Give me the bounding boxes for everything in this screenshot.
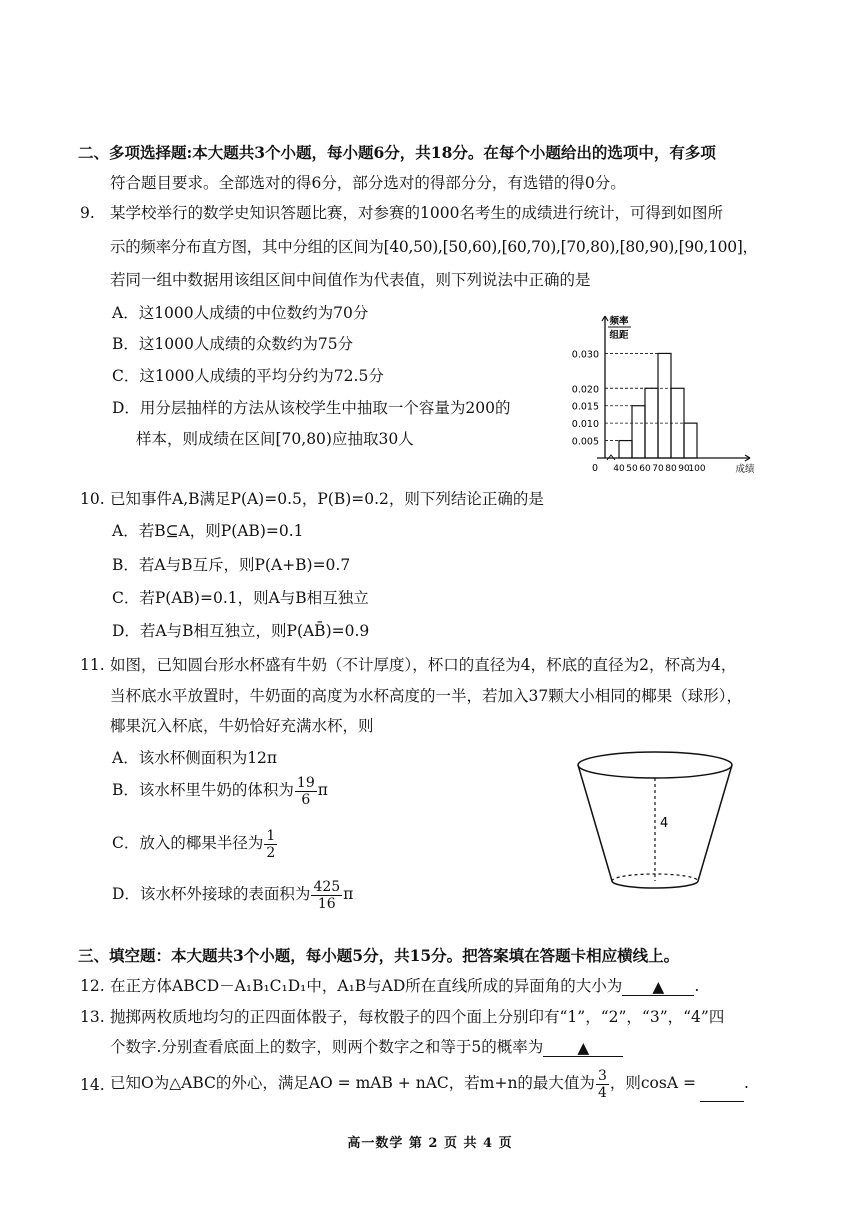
fraction-numerator: 19 — [296, 774, 315, 791]
origin-label: 0 — [591, 463, 599, 474]
q11-option-d-fraction — [311, 879, 342, 912]
q11-option-b-fraction — [295, 775, 317, 808]
q13-stem-line1: 抛掷两枚质地均匀的正四面体骰子，每枚骰子的四个面上分别印有“1”，“2”，“3”，“4”四 — [110, 1008, 725, 1026]
q9-option-d-line2: 样本，则成绩在区间[70,80)应抽取30人 — [136, 430, 414, 448]
q10-option-b: B．若A与B互斥，则P(A+B)=0.7 — [112, 556, 351, 574]
q10-option-d: D．若A与B相互独立，则P(AB̄)=0.9 — [112, 622, 370, 640]
frequency-histogram — [560, 312, 760, 482]
fraction-denominator: 4 — [597, 1084, 607, 1101]
page-footer: 高一数学 第 2 页 共 4 页 — [347, 1136, 513, 1151]
x-tick-label: 40 — [613, 464, 625, 474]
q13-stem-line2 — [110, 1037, 623, 1057]
q9-option-d-line1: D．用分层抽样的方法从该校学生中抽取一个容量为200的 — [112, 399, 511, 417]
q11-option-b-text: B．该水杯里牛奶的体积为 — [112, 781, 294, 799]
pi-symbol: π — [317, 781, 328, 799]
q11-option-c-fraction — [264, 828, 277, 861]
y-tick-label: 0.015 — [571, 401, 599, 413]
section3-header: 三、填空题：本大题共3个小题，每小题5分，共15分。把答案填在答题卡相应横线上。 — [78, 946, 680, 965]
q9-stem-line1: 某学校举行的数学史知识答题比赛，对参赛的1000名考生的成绩进行统计，可得到如图所 — [110, 204, 723, 222]
q9-option-b: B．这1000人成绩的众数约为75分 — [112, 335, 354, 353]
y-tick-label: 0.010 — [571, 419, 599, 431]
x-tick-label: 60 — [639, 464, 651, 474]
q11-option-b — [112, 773, 328, 808]
q13-answer-blank — [543, 1038, 623, 1057]
q12-answer-blank — [622, 977, 694, 996]
section2-header: 二、多项选择题:本大题共3个小题，每小题6分，共18分。在每个小题给出的选项中，有多项 — [78, 143, 716, 162]
q11-option-d-text: D．该水杯外接球的表面积为 — [112, 885, 311, 903]
q14-text: 已知O为△ABC的外心，满足AO = mAB + nAC，若m+n的最大值为 — [110, 1074, 595, 1092]
x-tick-label: 100 — [688, 464, 706, 474]
y-axis-label-bottom: 组距 — [609, 330, 629, 341]
q12-number: 12. — [80, 977, 105, 995]
fraction-denominator: 2 — [266, 844, 276, 861]
histogram-bar — [684, 423, 697, 458]
q9-option-c: C．这1000人成绩的平均分约为72.5分 — [112, 367, 384, 385]
frustum-cup-figure — [570, 745, 740, 895]
histogram-bar — [658, 353, 671, 458]
q11-option-c-text: C．放入的椰果半径为 — [112, 834, 264, 852]
q10-option-c: C．若P(AB)=0.1，则A与B相互独立 — [112, 589, 369, 607]
pi-symbol: π — [343, 885, 354, 903]
q14-period: . — [743, 1074, 749, 1092]
q12-period: . — [694, 977, 700, 995]
fraction-numerator: 425 — [313, 878, 341, 895]
q13-number: 13. — [80, 1008, 105, 1026]
q11-stem-line1: 如图，已知圆台形水杯盛有牛奶（不计厚度），杯口的直径为4，杯底的直径为2，杯高为4， — [110, 656, 737, 674]
q14-answer-blank — [700, 1083, 744, 1102]
q13-text: 个数字.分别查看底面上的数字，则两个数字之和等于5的概率为 — [110, 1038, 544, 1056]
histogram-bar — [632, 406, 645, 458]
histogram-bar — [619, 441, 632, 458]
q10-option-a: A．若B⊆A，则P(AB)=0.1 — [112, 522, 304, 540]
y-axis-label-top: 频率 — [609, 316, 629, 327]
q12-text: 在正方体ABCD－A₁B₁C₁D₁中，A₁B与AD所在直线所成的异面角的大小为 — [110, 977, 623, 995]
q9-number: 9. — [80, 204, 95, 222]
x-tick-label: 90 — [678, 464, 690, 474]
cup-height-label: 4 — [660, 816, 669, 831]
q11-option-c — [112, 826, 278, 861]
q9-stem-line2: 示的频率分布直方图，其中分组的区间为[40,50),[50,60),[60,70),[70,80),[80,90),[90,100]， — [110, 238, 758, 256]
x-axis-label: 成绩 — [735, 464, 755, 475]
section2-rules: 符合题目要求。全部选对的得6分，部分选对的得部分分，有选错的得0分。 — [110, 174, 626, 192]
q11-option-d — [112, 877, 353, 912]
fraction-denominator: 6 — [301, 791, 311, 808]
x-tick-label: 70 — [652, 464, 664, 474]
fraction-denominator: 16 — [317, 895, 336, 912]
y-tick-label: 0.030 — [571, 349, 599, 361]
blank-triangle-icon: ▲ — [652, 978, 665, 996]
q10-number: 10. — [80, 490, 105, 508]
q14-stem — [110, 1064, 749, 1102]
fraction-numerator: 3 — [597, 1067, 607, 1084]
q14-number: 14. — [80, 1076, 105, 1094]
q9-option-a: A．这1000人成绩的中位数约为70分 — [112, 304, 369, 322]
q11-number: 11. — [80, 656, 105, 674]
q11-stem-line3: 椰果沉入杯底，牛奶恰好充满水杯，则 — [110, 717, 374, 735]
q14-text-end: ，则cosA = — [609, 1074, 696, 1092]
q12-stem — [110, 976, 699, 996]
q10-stem: 已知事件A,B满足P(A)=0.5，P(B)=0.2，则下列结论正确的是 — [110, 490, 544, 508]
q9-stem-line3: 若同一组中数据用该组区间中间值作为代表值，则下列说法中正确的是 — [110, 271, 591, 289]
x-tick-label: 80 — [665, 464, 677, 474]
x-tick-label: 50 — [626, 464, 638, 474]
y-tick-label: 0.020 — [571, 384, 599, 396]
y-tick-label: 0.005 — [571, 436, 599, 448]
q11-option-a: A．该水杯侧面积为12π — [112, 749, 278, 767]
blank-triangle-icon: ▲ — [577, 1039, 590, 1057]
q11-stem-line2: 当杯底水平放置时，牛奶面的高度为水杯高度的一半，若加入37颗大小相同的椰果（球形）， — [110, 687, 742, 705]
fraction-numerator: 1 — [266, 827, 276, 844]
q14-fraction — [596, 1068, 609, 1101]
